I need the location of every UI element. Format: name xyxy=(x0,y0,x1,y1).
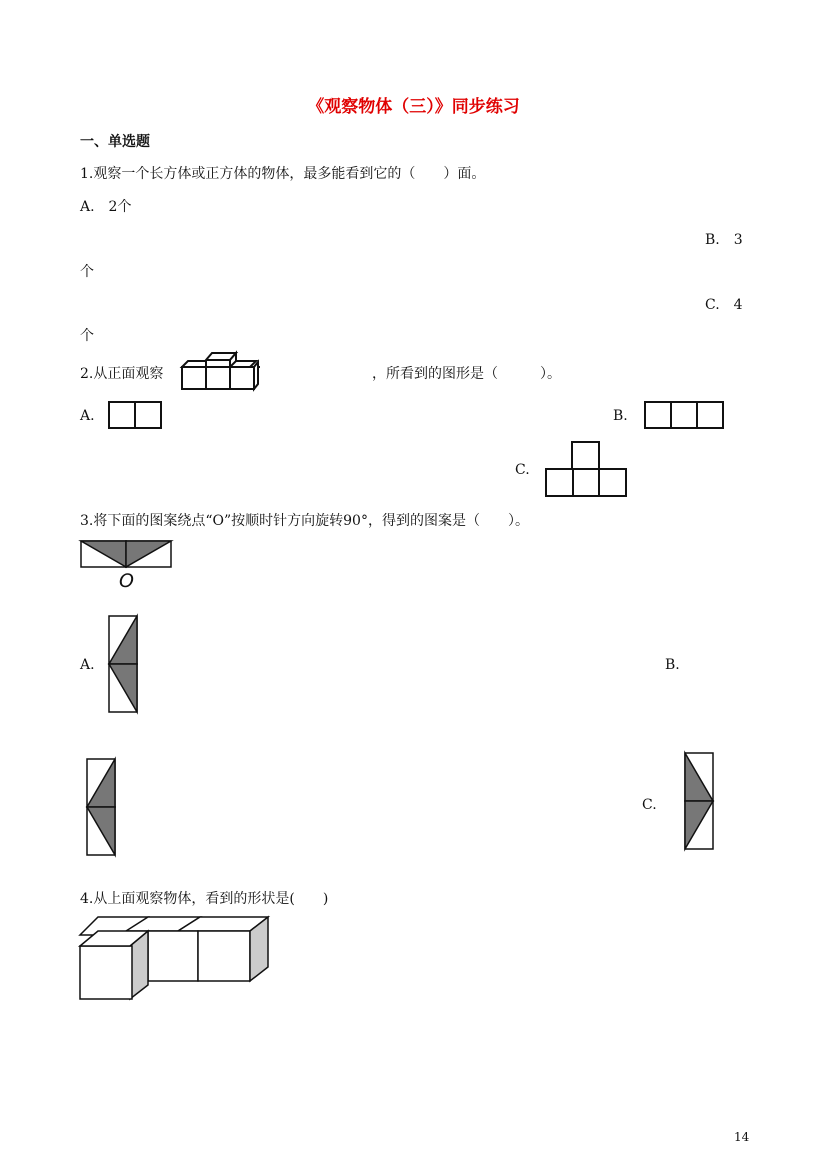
question-3-option-a[interactable]: A. xyxy=(80,657,95,673)
question-2-option-b[interactable]: B. xyxy=(613,408,628,424)
question-2-option-a-figure[interactable] xyxy=(108,401,162,429)
question-3-text: 3.将下面的图案绕点“O”按顺时针方向旋转90°，得到的图案是（ ）。 xyxy=(80,513,529,529)
question-2-option-c[interactable]: C. xyxy=(515,462,530,478)
question-3-option-a-figure[interactable] xyxy=(108,615,140,715)
question-1-option-c-continued: 个 xyxy=(80,328,94,344)
question-1-option-c[interactable]: C. 4 xyxy=(705,297,743,313)
question-3-option-c-figure[interactable] xyxy=(684,752,716,852)
question-1-option-a[interactable]: A. 2个 xyxy=(80,199,132,215)
question-1-option-b-continued: 个 xyxy=(80,264,94,280)
question-3-option-c[interactable]: C. xyxy=(642,797,657,813)
question-2-option-a[interactable]: A. xyxy=(80,408,95,424)
question-4-text: 4.从上面观察物体，看到的形状是( ) xyxy=(80,891,329,907)
question-2-text-prefix: 2.从正面观察 xyxy=(80,366,164,382)
question-3-option-b-figure[interactable] xyxy=(86,758,118,858)
question-1-text: 1.观察一个长方体或正方体的物体，最多能看到它的（ ）面。 xyxy=(80,166,486,182)
question-2-option-b-figure[interactable] xyxy=(644,401,726,429)
question-2-option-c-figure[interactable] xyxy=(545,441,627,497)
question-3-pattern-figure xyxy=(80,540,174,570)
section-heading: 一、单选题 xyxy=(80,134,150,150)
question-2-cube-figure xyxy=(180,350,260,392)
question-2-text-suffix: ，所看到的图形是（ ）。 xyxy=(372,366,561,382)
question-3-point-label: O xyxy=(119,570,134,592)
question-4-blocks-figure xyxy=(78,913,272,1001)
question-1-option-b[interactable]: B. 3 xyxy=(705,232,743,248)
page-number: 14 xyxy=(734,1130,750,1144)
question-3-option-b[interactable]: B. xyxy=(665,657,680,673)
page-title: 《观察物体（三）》同步练习 xyxy=(307,97,520,117)
